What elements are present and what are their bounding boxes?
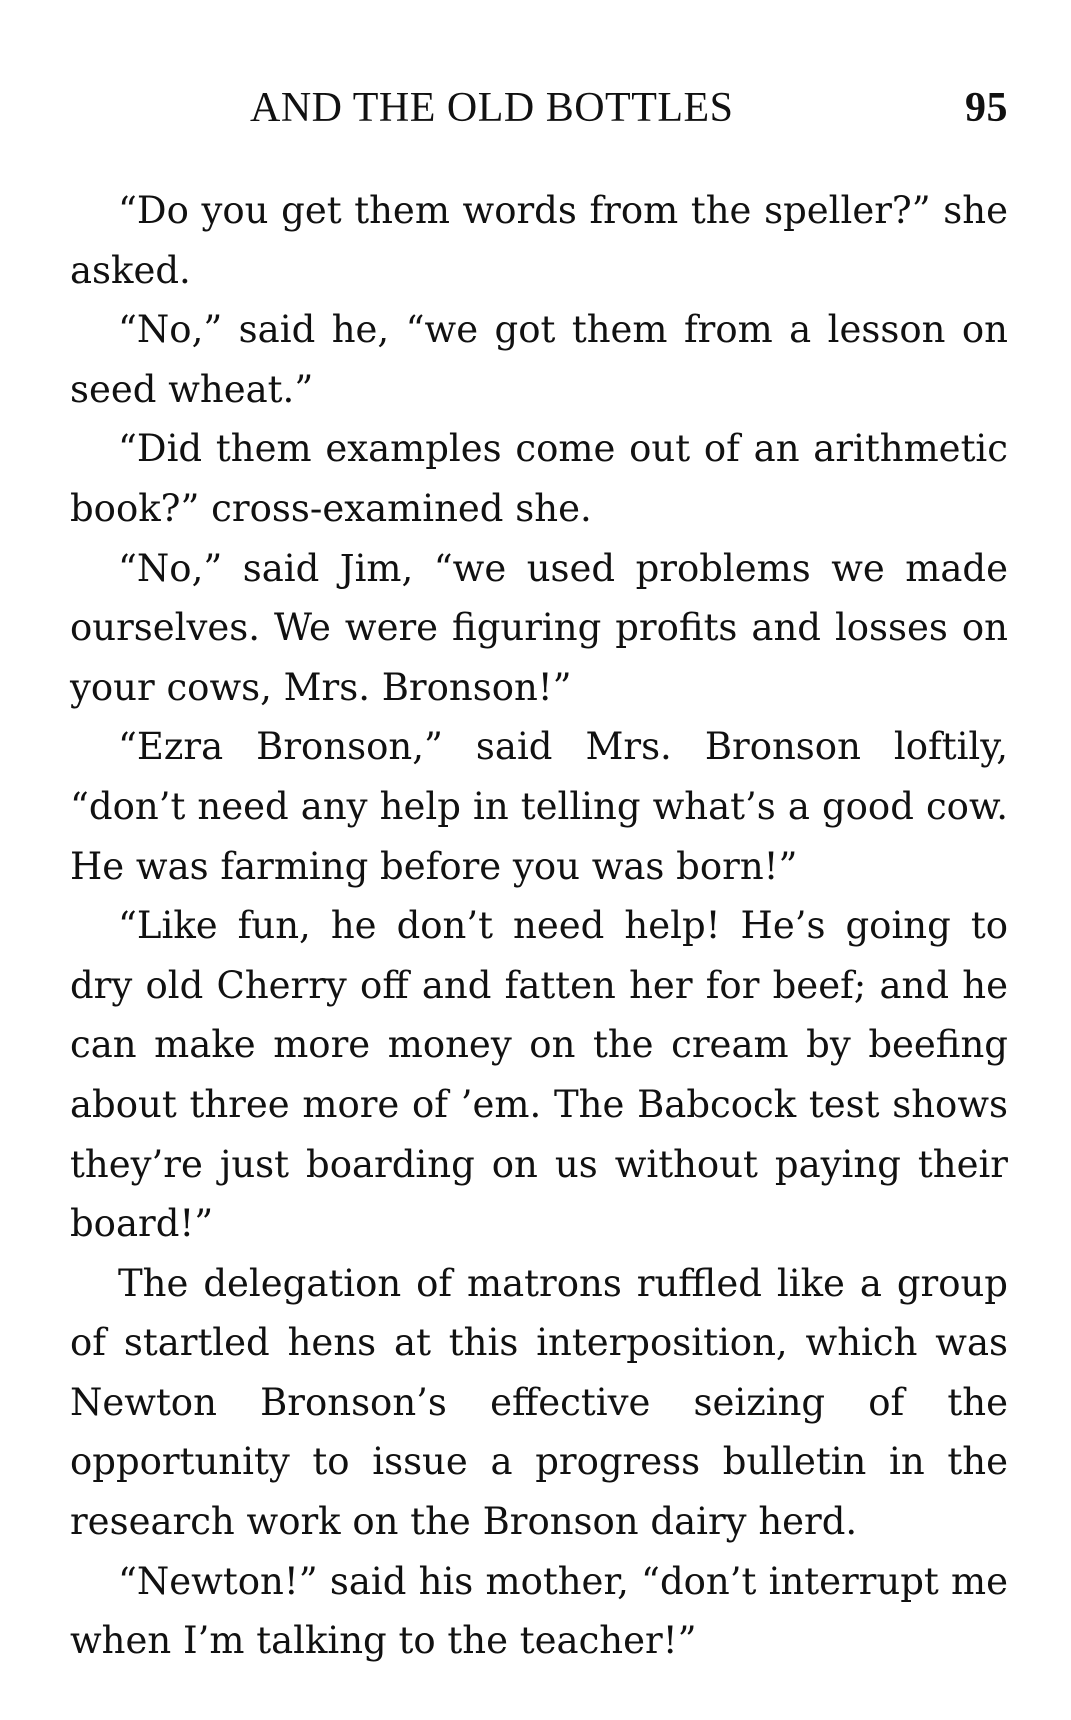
paragraph: “Ezra Bronson,” said Mrs. Bronson loftily, “don’t need any help in telling what’s a good cow. He was farming before you was born!”	[70, 725, 1008, 888]
body-text	[70, 181, 1008, 1671]
paragraph: “Like fun, he don’t need help! He’s going to dry old Cherry off and fatten her for beef; and he can make more money on the cream by beefing about three more of ’em. The Babcock test shows they’re just boarding on us without paying their board!”	[70, 904, 1008, 1246]
page-number: 95	[965, 85, 1008, 131]
paragraph: “No,” said he, “we got them from a lesson on seed wheat.”	[70, 308, 1008, 411]
paragraph: The delegation of matrons ruffled like a group of startled hens at this interposition, which was Newton Bronson’s effective seizing of the opportunity to issue a progress bulletin in the research work on the Bronson dairy herd.	[70, 1261, 1008, 1544]
paragraph: “Did them examples come out of an arithmetic book?” cross-examined she.	[70, 427, 1008, 530]
paragraph: “Do you get them words from the speller?” she asked.	[70, 189, 1008, 292]
paragraph: “Newton!” said his mother, “don’t interrupt me when I’m talking to the teacher!”	[70, 1559, 1008, 1663]
running-head	[70, 78, 1008, 138]
paragraph: “No,” said Jim, “we used problems we made ourselves. We were figuring profits and losses on your cows, Mrs. Bronson!”	[70, 546, 1008, 709]
chapter-title: AND THE OLD BOTTLES	[250, 85, 734, 131]
